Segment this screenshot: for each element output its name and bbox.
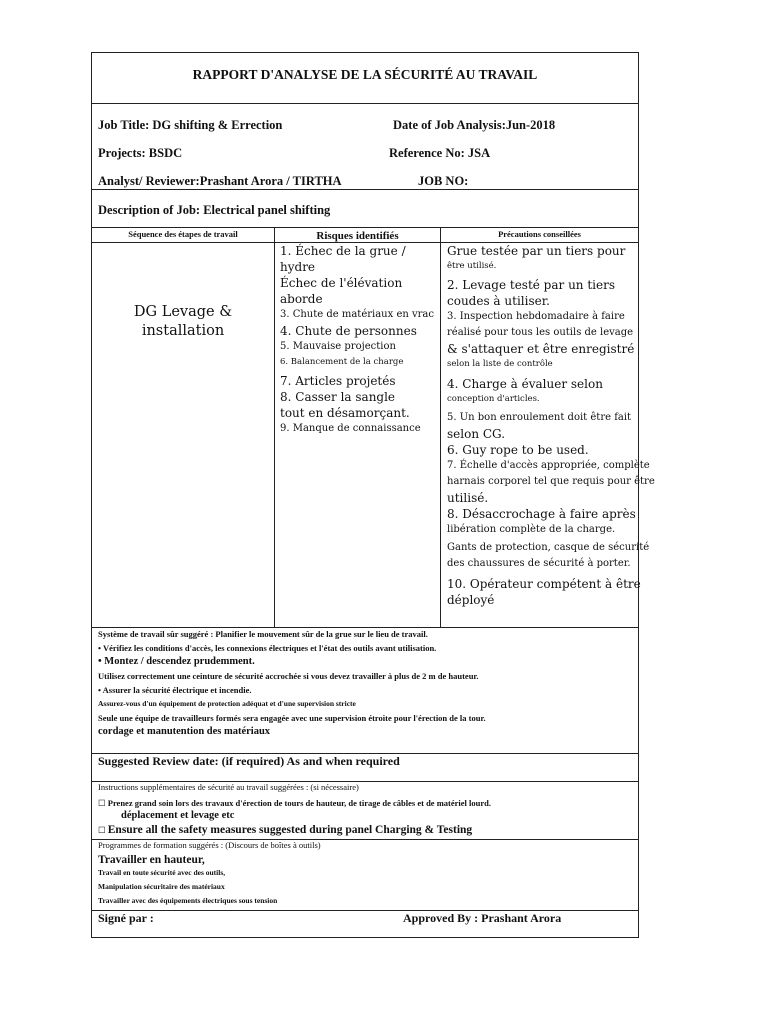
approved-by: Approved By : Prashant Arora <box>403 911 562 925</box>
risk-line: 4. Chute de personnes <box>280 324 417 338</box>
training-main: Travailler en hauteur, <box>98 854 205 866</box>
signed-by: Signé par : <box>98 911 154 925</box>
precaution-line: conception d'articles. <box>447 394 540 404</box>
safe-system-line: Assurez-vous d'un équipement de protection adéquat et d'une supervision stricte <box>98 699 356 708</box>
jsa-report-form <box>91 52 655 938</box>
precaution-line: & s'attaquer et être enregistré <box>447 342 635 356</box>
precaution-line: 3. Inspection hebdomadaire à faire <box>447 311 625 322</box>
risk-line: 6. Balancement de la charge <box>280 357 404 367</box>
divider <box>92 189 638 190</box>
training-heading: Programmes de formation suggérés : (Discours de boîtes à outils) <box>98 840 321 850</box>
checkbox-icon: ☐ <box>98 825 108 835</box>
risks-list <box>280 243 448 437</box>
precaution-line: utilisé. <box>447 491 489 505</box>
analyst-reviewer: Analyst/ Reviewer:Prashant Arora / TIRTHA <box>98 174 342 188</box>
divider <box>92 103 638 104</box>
training-item: Travail en toute sécurité avec des outils, <box>98 868 226 877</box>
job-step-line: DG Levage & <box>133 304 233 320</box>
column-header-steps: Séquence des étapes de travail <box>128 229 238 239</box>
precaution-line: harnais corporel tel que requis pour être <box>447 476 655 487</box>
report-title: RAPPORT D'ANALYSE DE LA SÉCURITÉ AU TRAVAIL <box>192 67 538 82</box>
precaution-line: 4. Charge à évaluer selon <box>447 377 603 391</box>
job-number: JOB NO: <box>418 174 469 188</box>
column-header-risks: Risques identifiés <box>316 230 399 242</box>
precaution-line: 2. Levage testé par un tiers <box>447 278 615 292</box>
job-description: Description of Job: Electrical panel shifting <box>98 203 331 217</box>
precautions-list <box>447 243 655 608</box>
safe-system-line: Utilisez correctement une ceinture de sécurité accrochée si vous devez travailler à plus de 2 m de hauteur. <box>98 671 479 681</box>
risk-line: Échec de l'élévation <box>280 276 403 290</box>
precaution-line: 5. Un bon enroulement doit être fait <box>447 412 632 423</box>
instructions-heading: Instructions supplémentaires de sécurité au travail suggérées : (si nécessaire) <box>98 782 359 792</box>
precaution-line: Grue testée par un tiers pour <box>447 244 626 258</box>
precaution-line: 10. Opérateur compétent à être <box>447 577 641 591</box>
reference-number: Reference No: JSA <box>389 146 491 160</box>
precaution-line: selon CG. <box>447 427 506 441</box>
training-item: Manipulation sécuritaire des matériaux <box>98 882 225 891</box>
instruction-item-continued: déplacement et levage etc <box>121 810 235 821</box>
safe-system-line: cordage et manutention des matériaux <box>98 726 271 737</box>
instruction-item <box>98 824 472 836</box>
precaution-line: Gants de protection, casque de sécurité <box>447 542 650 553</box>
precaution-line: des chaussures de sécurité à porter. <box>447 558 631 569</box>
safe-system-of-work <box>98 627 486 739</box>
project-name: Projects: BSDC <box>98 146 183 160</box>
instruction-text: Prenez grand soin lors des travaux d'érection de tours de hauteur, de tirage de câbles et de matériel lourd. <box>107 798 491 808</box>
risk-line: tout en désamorçant. <box>280 406 410 420</box>
safe-system-line: Système de travail sûr suggéré : Planifier le mouvement sûr de la grue sur le lieu de travail. <box>98 629 428 639</box>
safe-system-line: Seule une équipe de travailleurs formés sera engagée avec une supervision étroite pour l'érection de la tour. <box>98 713 486 723</box>
training-item: Travailler avec des équipements électriques sous tension <box>98 896 278 905</box>
risk-line: 9. Manque de connaissance <box>280 423 421 434</box>
divider <box>92 227 638 228</box>
precaution-line: 8. Désaccrochage à faire après <box>447 507 636 521</box>
risk-line: aborde <box>280 292 323 306</box>
risk-line: 7. Articles projetés <box>280 374 396 388</box>
risk-line: 1. Échec de la grue / <box>280 244 406 258</box>
safe-system-line: • Montez / descendez prudemment. <box>98 656 255 667</box>
risk-line: 5. Mauvaise projection <box>280 341 396 352</box>
safe-system-line: • Assurer la sécurité électrique et incendie. <box>98 685 252 695</box>
precaution-line: 6. Guy rope to be used. <box>447 443 589 457</box>
job-step-line: installation <box>141 323 225 339</box>
analysis-date: Date of Job Analysis:Jun-2018 <box>393 118 556 132</box>
precaution-line: déployé <box>447 593 495 607</box>
risk-line: hydre <box>280 260 316 274</box>
column-divider <box>274 227 275 627</box>
safe-system-line: • Vérifiez les conditions d'accès, les connexions électriques et l'état des outils avant utilisation. <box>98 643 437 653</box>
checkbox-icon: ☐ <box>98 798 108 808</box>
instruction-text: Ensure all the safety measures suggested during panel Charging & Testing <box>107 824 473 836</box>
precaution-line: selon la liste de contrôle <box>447 359 553 369</box>
precaution-line: réalisé pour tous les outils de levage <box>447 327 634 338</box>
instruction-item <box>98 798 491 809</box>
precaution-line: libération complète de la charge. <box>447 524 616 535</box>
job-title: Job Title: DG shifting & Errection <box>98 118 283 132</box>
precaution-line: être utilisé. <box>447 261 497 271</box>
risk-line: 8. Casser la sangle <box>280 390 396 404</box>
precaution-line: coudes à utiliser. <box>447 294 550 308</box>
job-step <box>92 303 274 341</box>
review-date: Suggested Review date: (if required) As and when required <box>98 754 400 768</box>
precaution-line: 7. Échelle d'accès appropriée, complète <box>447 460 650 471</box>
risk-line: 3. Chute de matériaux en vrac <box>280 309 434 320</box>
column-header-precautions: Précautions conseillées <box>498 229 581 239</box>
